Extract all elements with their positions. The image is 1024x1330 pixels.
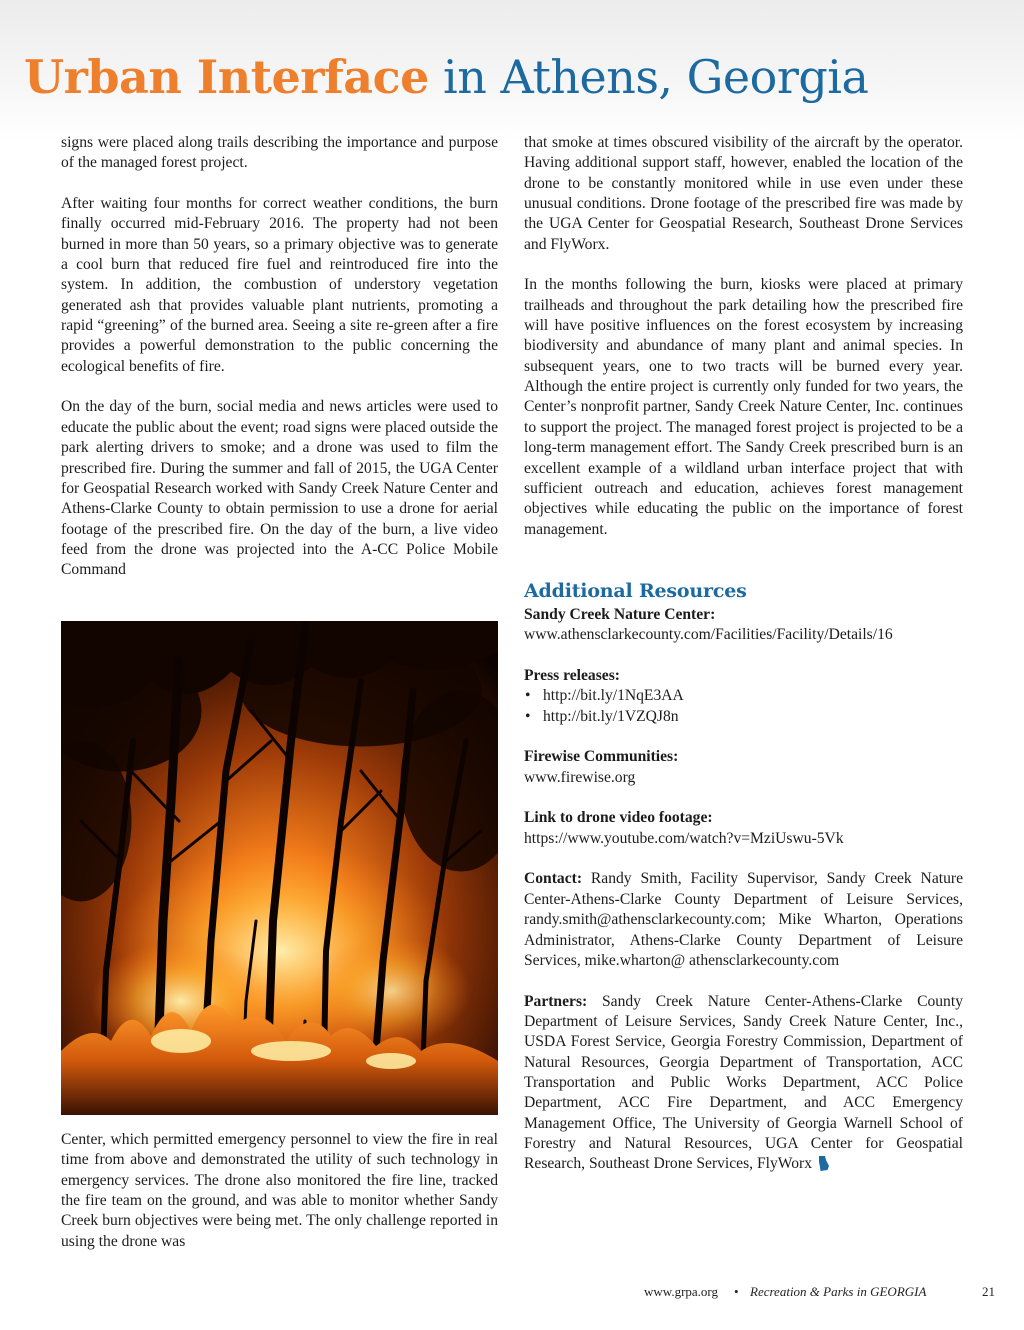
resource-label: Sandy Creek Nature Center: <box>524 606 716 623</box>
nature-center-link[interactable]: www.athensclarkecounty.com/Facilities/Facility/Details/16 <box>524 626 893 644</box>
drone-video-link[interactable]: https://www.youtube.com/watch?v=MziUswu-5Vk <box>524 829 844 847</box>
page-title <box>24 52 868 103</box>
footer-publication: Recreation & Parks in GEORGIA <box>750 1284 927 1299</box>
georgia-state-icon <box>818 1156 829 1177</box>
resource-label: Link to drone video footage: <box>524 809 713 827</box>
paragraph: signs were placed along trails describing the importance and purpose of the managed forest project. <box>61 134 498 172</box>
press-links-list <box>524 686 963 727</box>
contact-block <box>524 869 963 971</box>
resource-label: Firewise Communities: <box>524 748 679 766</box>
firewise-resource <box>524 747 963 788</box>
paragraph: In the months following the burn, kiosks were placed at primary trailheads and throughout the park detailing how the prescribed fire will have positive influences on the forest ecosystem by increasing biodiversity and abundance of many plant and animal species. In subsequent years, one to two tracts will be burned every year. Although the entire project is currently only funded for two years, the Center’s nonprofit partner, Sandy Creek Nature Center, Inc. continues to support the project. The managed forest project is projected to be a long-term management effort. The Sandy Creek prescribed burn is an excellent example of a wildland urban interface project that with sufficient outreach and education, achieves forest management objectives while educating the public on the importance of forest management. <box>524 276 963 538</box>
forest-fire-photo <box>61 621 498 1115</box>
press-releases-resource <box>524 666 963 727</box>
contact-label: Contact: <box>524 870 583 888</box>
paragraph: that smoke at times obscured visibility of the aircraft by the operator. Having additional support staff, however, enabled the location of the drone to be constantly monitored while in use even under these unusual conditions. Drone footage of the prescribed fire was made by the UGA Center for Geospatial Research, Southeast Drone Services and FlyWorx. <box>524 134 963 253</box>
press-link[interactable]: • http://bit.ly/1VZQJ8n <box>524 707 963 727</box>
paragraph: On the day of the burn, social media and news articles were used to educate the public about the event; road signs were placed outside the park alerting drivers to smoke; and a drone was used to film the prescribed fire. During the summer and fall of 2015, the UGA Center for Geospatial Research worked with Sandy Creek Nature Center and Athens-Clarke County to obtain permission to use a drone for aerial footage of the prescribed fire. On the day of the burn, a live video feed from the drone was projected into the A-CC Police Mobile Command <box>61 398 498 579</box>
resources-heading: Additional Resources <box>524 580 747 602</box>
page-number: 21 <box>982 1284 995 1299</box>
left-column-text <box>61 133 498 581</box>
title-rest: in Athens, Georgia <box>428 50 869 104</box>
firewise-link[interactable]: www.firewise.org <box>524 768 636 786</box>
contact-text: Randy Smith, Facility Supervisor, Sandy Creek Nature Center-Athens-Clarke County Department of Leisure Services, randy.smith@athensclarkecounty.com; Mike Wharton, Operations Administrator, Athens-Clarke County Department of Leisure Services, mike.wharton@ athensclarkecounty.com <box>524 870 963 969</box>
resource-label: Press releases: <box>524 667 620 685</box>
paragraph: After waiting four months for correct weather conditions, the burn finally occurred mid-February 2016. The property had not been burned in more than 50 years, so a primary objective was to generate a cool burn that reduced fire fuel and reintroduced fire into the system. In addition, the combustion of understory vegetation generated ash that provides valuable plant nutrients, promoting a rapid “greening” of the burned area. Seeing a site re-green after a fire provides a powerful demonstration to the public concerning the ecological benefits of fire. <box>61 195 498 375</box>
footer-site-link[interactable]: www.grpa.org <box>644 1284 719 1299</box>
press-link[interactable]: • http://bit.ly/1NqE3AA <box>524 686 963 706</box>
title-highlight: Urban Interface <box>24 50 429 104</box>
left-column-continued <box>61 1130 498 1252</box>
partners-text: Sandy Creek Nature Center-Athens-Clarke County Department of Leisure Services, Sandy Creek Nature Center, Inc., USDA Forest Service, Georgia Forestry Commission, Department of Natural Resources, Georgia Department of Transportation, ACC Transportation and Public Works Department, ACC Police Department, ACC Fire Department, and ACC Emergency Management Office, The University of Georgia Warnell School of Forestry and Natural Resources, UGA Center for Geospatial Research, Southeast Drone Services, FlyWorx <box>524 992 963 1173</box>
paragraph: Center, which permitted emergency personnel to view the fire in real time from above and demonstrated the utility of such technology in emergency services. The drone also monitored the fire line, tracked the fire team on the ground, and was able to monitor whether Sandy Creek burn objectives were being met. The only challenge reported in using the drone was <box>61 1131 498 1250</box>
partners-label: Partners: <box>524 992 588 1010</box>
right-column-text <box>524 133 963 540</box>
partners-block <box>524 992 963 1178</box>
additional-resources <box>524 577 963 1198</box>
drone-video-resource <box>524 808 963 849</box>
footer-separator: • <box>734 1284 739 1299</box>
nature-center-resource <box>524 605 963 646</box>
